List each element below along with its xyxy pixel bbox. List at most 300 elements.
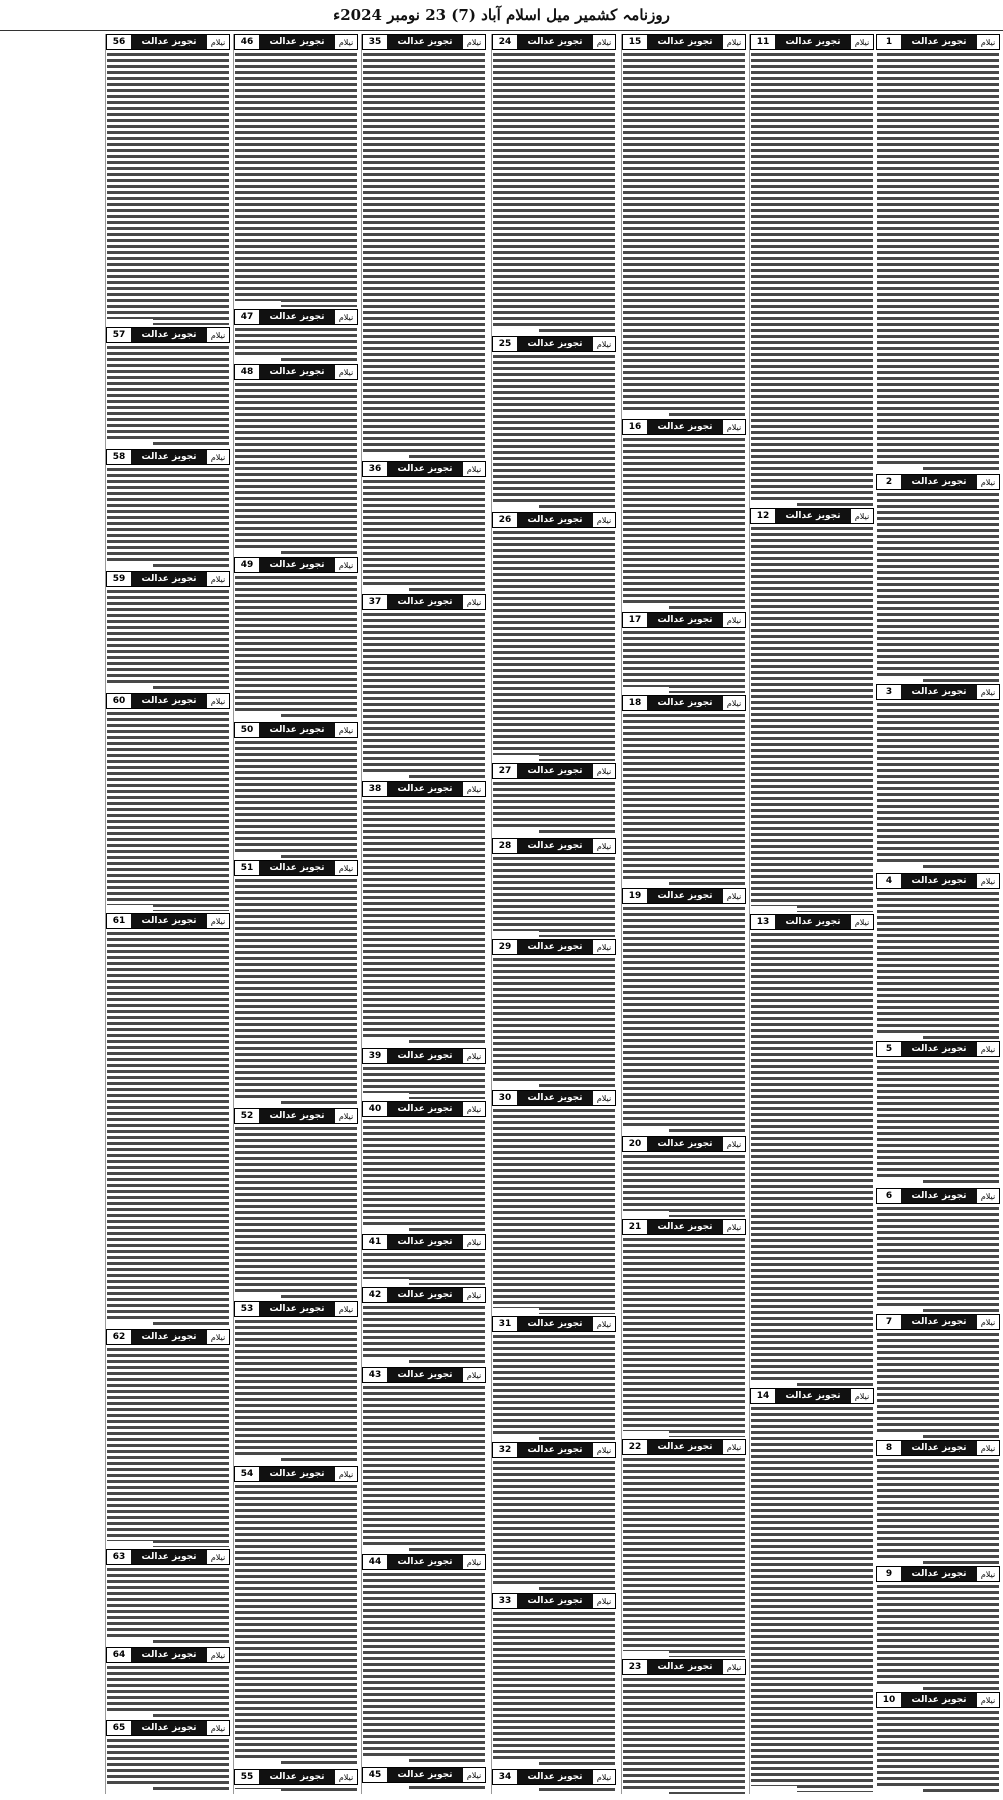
ad-body-text (493, 1610, 615, 1767)
ad-header (622, 419, 746, 435)
ad-label: نیلام (335, 861, 357, 875)
ad-label: نیلام (335, 1467, 357, 1481)
ad-body-text (107, 588, 229, 691)
ad-block-4 (876, 873, 1000, 1039)
ad-block-38 (362, 781, 486, 1046)
ad-number: 35 (363, 35, 387, 49)
ad-block-55 (234, 1769, 358, 1794)
ad-label: نیلام (463, 1368, 485, 1382)
ad-heading: تجویز عدالت (785, 511, 841, 521)
ad-heading: تجویز عدالت (911, 1191, 967, 1201)
ad-number: 33 (493, 1594, 517, 1608)
ad-number: 18 (623, 696, 647, 710)
ad-block-13 (750, 914, 874, 1386)
ad-column-5 (361, 34, 486, 1794)
ad-number: 60 (107, 694, 131, 708)
ad-header (234, 722, 358, 738)
ad-header (492, 1769, 616, 1785)
ad-block-41 (362, 1234, 486, 1285)
ad-block-27 (492, 763, 616, 836)
ad-label: نیلام (207, 1648, 229, 1662)
ad-heading: تجویز عدالت (527, 339, 583, 349)
ad-header (362, 1287, 486, 1303)
ad-label: نیلام (463, 1768, 485, 1782)
ad-header (750, 1388, 874, 1404)
ad-block-15 (622, 34, 746, 417)
ad-block-29 (492, 939, 616, 1088)
ad-number: 48 (235, 365, 259, 379)
ad-number: 65 (107, 1721, 131, 1735)
ad-block-33 (492, 1593, 616, 1767)
ad-heading: تجویز عدالت (657, 422, 713, 432)
ad-body-text (363, 478, 485, 592)
ad-body-text (623, 905, 745, 1134)
ad-block-5 (876, 1041, 1000, 1186)
ad-header (234, 1769, 358, 1785)
ad-body-text (877, 701, 999, 871)
ad-heading: تجویز عدالت (527, 766, 583, 776)
ad-body-text (623, 629, 745, 693)
ad-body-text (877, 1709, 999, 1794)
ad-label: نیلام (723, 420, 745, 434)
ad-body-text (363, 1571, 485, 1765)
ad-block-43 (362, 1367, 486, 1552)
ad-column-3 (621, 34, 746, 1794)
ad-block-28 (492, 838, 616, 937)
ad-heading: تجویز عدالت (397, 1290, 453, 1300)
ad-block-60 (106, 693, 230, 911)
ad-label: نیلام (207, 35, 229, 49)
ad-number: 19 (623, 889, 647, 903)
ad-number: 47 (235, 310, 259, 324)
ad-header (876, 34, 1000, 50)
ad-label: نیلام (977, 1042, 999, 1056)
ad-number: 13 (751, 915, 775, 929)
ad-column-2 (749, 34, 874, 1794)
masthead-text: روزنامہ کشمیر میل اسلام آباد (7) 23 نومبر 2024ء (333, 6, 670, 24)
ad-body-text (107, 930, 229, 1327)
ad-label: نیلام (335, 723, 357, 737)
ad-heading: تجویز عدالت (657, 698, 713, 708)
ad-number: 4 (877, 874, 901, 888)
ad-heading: تجویز عدالت (141, 1650, 197, 1660)
ad-heading: تجویز عدالت (527, 515, 583, 525)
ad-body-text (751, 1405, 873, 1792)
ad-header (492, 336, 616, 352)
ad-heading: تجویز عدالت (657, 1662, 713, 1672)
ad-block-23 (622, 1659, 746, 1794)
ad-number: 25 (493, 337, 517, 351)
ad-heading: تجویز عدالت (397, 1770, 453, 1780)
ad-body-text (363, 798, 485, 1046)
ad-body-text (493, 1333, 615, 1440)
ad-heading: تجویز عدالت (527, 1596, 583, 1606)
ad-label: نیلام (335, 1302, 357, 1316)
ad-body-text (107, 1737, 229, 1791)
ad-heading: تجویز عدالت (911, 876, 967, 886)
ad-body-text (363, 51, 485, 459)
ad-body-text (877, 1583, 999, 1690)
ad-header (106, 913, 230, 929)
ad-label: نیلام (463, 595, 485, 609)
ad-block-14 (750, 1388, 874, 1792)
ad-number: 44 (363, 1555, 387, 1569)
ad-number: 1 (877, 35, 901, 49)
ad-number: 5 (877, 1042, 901, 1056)
ad-label: نیلام (593, 35, 615, 49)
ad-heading: تجویز عدالت (269, 863, 325, 873)
ad-block-52 (234, 1108, 358, 1299)
ad-header (492, 838, 616, 854)
ad-header (234, 1466, 358, 1482)
ad-block-7 (876, 1314, 1000, 1438)
ad-header (234, 34, 358, 50)
ad-block-32 (492, 1442, 616, 1591)
ad-header (750, 34, 874, 50)
ad-body-text (107, 1566, 229, 1645)
ad-header (876, 474, 1000, 490)
ad-number: 30 (493, 1091, 517, 1105)
ad-label: نیلام (977, 35, 999, 49)
ad-label: نیلام (723, 1220, 745, 1234)
ad-header (362, 461, 486, 477)
ad-label: نیلام (463, 782, 485, 796)
ad-label: نیلام (207, 450, 229, 464)
ad-header (622, 1136, 746, 1152)
ad-heading: تجویز عدالت (911, 1044, 967, 1054)
ad-header (234, 557, 358, 573)
ad-block-2 (876, 474, 1000, 682)
ad-header (362, 1101, 486, 1117)
ad-number: 43 (363, 1368, 387, 1382)
ad-heading: تجویز عدالت (657, 891, 713, 901)
ad-label: نیلام (723, 1660, 745, 1674)
ad-label: نیلام (207, 1550, 229, 1564)
ad-body-text (493, 1786, 615, 1792)
ad-body-text (235, 381, 357, 555)
ad-heading: تجویز عدالت (397, 1051, 453, 1061)
ad-header (876, 1566, 1000, 1582)
ad-header (492, 1316, 616, 1332)
ad-number: 10 (877, 1693, 901, 1707)
ad-block-54 (234, 1466, 358, 1767)
ad-block-47 (234, 309, 358, 362)
ad-header (106, 1329, 230, 1345)
ad-body-text (751, 525, 873, 912)
ad-label: نیلام (593, 764, 615, 778)
ad-block-30 (492, 1090, 616, 1314)
ad-body-text (623, 51, 745, 417)
ad-label: نیلام (723, 1440, 745, 1454)
ad-number: 38 (363, 782, 387, 796)
ad-body-text (493, 780, 615, 836)
ad-number: 6 (877, 1189, 901, 1203)
ad-block-57 (106, 327, 230, 447)
ad-header (622, 888, 746, 904)
ad-header (106, 34, 230, 50)
ad-body-text (623, 436, 745, 610)
ad-heading: تجویز عدالت (269, 1772, 325, 1782)
ad-heading: تجویز عدالت (269, 312, 325, 322)
ad-body-text (493, 956, 615, 1088)
ad-body-text (623, 712, 745, 886)
ad-number: 46 (235, 35, 259, 49)
ad-heading: تجویز عدالت (397, 784, 453, 794)
ad-label: نیلام (593, 337, 615, 351)
ad-body-text (493, 855, 615, 937)
ad-number: 59 (107, 572, 131, 586)
ad-label: نیلام (463, 1049, 485, 1063)
ad-heading: تجویز عدالت (657, 1222, 713, 1232)
ad-body-text (363, 1304, 485, 1365)
ad-number: 57 (107, 328, 131, 342)
ad-block-6 (876, 1188, 1000, 1312)
ad-header (234, 364, 358, 380)
ad-header (106, 693, 230, 709)
ad-heading: تجویز عدالت (911, 1695, 967, 1705)
ad-block-16 (622, 419, 746, 610)
ad-label: نیلام (723, 1137, 745, 1151)
ad-body-text (235, 1125, 357, 1299)
ad-block-42 (362, 1287, 486, 1365)
ad-block-37 (362, 594, 486, 779)
ad-body-text (235, 1786, 357, 1794)
ad-heading: تجویز عدالت (657, 1442, 713, 1452)
ad-label: نیلام (593, 513, 615, 527)
ad-block-64 (106, 1647, 230, 1718)
ad-label: نیلام (977, 1315, 999, 1329)
ad-heading: تجویز عدالت (397, 1237, 453, 1247)
ad-body-text (623, 1236, 745, 1437)
ad-column-6 (233, 34, 358, 1794)
ad-header (362, 34, 486, 50)
ad-block-35 (362, 34, 486, 459)
ad-heading: تجویز عدالت (785, 1391, 841, 1401)
ad-header (492, 1442, 616, 1458)
ad-body-text (107, 1664, 229, 1718)
ad-block-8 (876, 1440, 1000, 1564)
ad-block-22 (622, 1439, 746, 1657)
ad-header (362, 1767, 486, 1783)
ad-heading: تجویز عدالت (527, 942, 583, 952)
ad-header (622, 612, 746, 628)
ad-number: 37 (363, 595, 387, 609)
ad-number: 11 (751, 35, 775, 49)
ad-label: نیلام (851, 1389, 873, 1403)
ad-block-51 (234, 860, 358, 1106)
ad-heading: تجویز عدالت (527, 37, 583, 47)
ad-body-text (623, 1456, 745, 1657)
ad-number: 61 (107, 914, 131, 928)
ad-body-text (493, 529, 615, 761)
ad-header (492, 1090, 616, 1106)
ad-header (106, 327, 230, 343)
ad-header (234, 1108, 358, 1124)
ad-heading: تجویز عدالت (141, 1332, 197, 1342)
ad-heading: تجویز عدالت (911, 687, 967, 697)
ad-block-49 (234, 557, 358, 720)
ad-column-7 (105, 34, 230, 1794)
ad-block-34 (492, 1769, 616, 1792)
ad-number: 51 (235, 861, 259, 875)
ad-body-text (235, 877, 357, 1106)
ad-number: 54 (235, 1467, 259, 1481)
ad-body-text (623, 1153, 745, 1217)
ad-header (362, 594, 486, 610)
ad-block-39 (362, 1048, 486, 1099)
ad-body-text (235, 574, 357, 720)
ad-header (622, 34, 746, 50)
ad-header (876, 1188, 1000, 1204)
ad-block-46 (234, 34, 358, 307)
ad-header (362, 1367, 486, 1383)
ad-body-text (877, 1331, 999, 1438)
ad-number: 20 (623, 1137, 647, 1151)
ad-number: 21 (623, 1220, 647, 1234)
ad-heading: تجویز عدالت (141, 37, 197, 47)
ad-header (622, 1219, 746, 1235)
ad-block-10 (876, 1692, 1000, 1794)
ad-block-53 (234, 1301, 358, 1464)
ad-header (750, 508, 874, 524)
ad-heading: تجویز عدالت (527, 1093, 583, 1103)
ad-body-text (235, 1318, 357, 1464)
ad-number: 45 (363, 1768, 387, 1782)
ad-number: 24 (493, 35, 517, 49)
ad-label: نیلام (593, 1317, 615, 1331)
ad-label: نیلام (335, 310, 357, 324)
ad-number: 28 (493, 839, 517, 853)
ad-number: 14 (751, 1389, 775, 1403)
ad-block-45 (362, 1767, 486, 1792)
ad-label: نیلام (977, 1441, 999, 1455)
ad-number: 22 (623, 1440, 647, 1454)
ad-body-text (493, 51, 615, 334)
ad-header (106, 1549, 230, 1565)
ad-column-4 (491, 34, 616, 1794)
ad-block-25 (492, 336, 616, 510)
ad-body-text (363, 1251, 485, 1285)
ad-label: نیلام (723, 889, 745, 903)
ad-block-40 (362, 1101, 486, 1232)
ad-label: نیلام (463, 1555, 485, 1569)
ad-body-text (107, 466, 229, 569)
ad-heading: تجویز عدالت (911, 1569, 967, 1579)
ad-label: نیلام (335, 1109, 357, 1123)
ad-number: 23 (623, 1660, 647, 1674)
ad-heading: تجویز عدالت (141, 916, 197, 926)
ad-body-text (363, 611, 485, 779)
ad-label: نیلام (593, 1594, 615, 1608)
ad-label: نیلام (207, 328, 229, 342)
ad-block-26 (492, 512, 616, 761)
ad-body-text (363, 1384, 485, 1552)
ad-header (876, 684, 1000, 700)
ad-number: 31 (493, 1317, 517, 1331)
ad-body-text (107, 344, 229, 447)
ad-label: نیلام (977, 475, 999, 489)
ad-header (234, 860, 358, 876)
ad-body-text (623, 1676, 745, 1794)
ad-header (492, 34, 616, 50)
ad-body-text (235, 1483, 357, 1767)
ad-heading: تجویز عدالت (657, 615, 713, 625)
ad-label: نیلام (463, 462, 485, 476)
ad-heading: تجویز عدالت (397, 597, 453, 607)
ad-header (750, 914, 874, 930)
ad-heading: تجویز عدالت (657, 37, 713, 47)
ad-number: 40 (363, 1102, 387, 1116)
ad-number: 55 (235, 1770, 259, 1784)
ad-block-19 (622, 888, 746, 1134)
ad-heading: تجویز عدالت (397, 1104, 453, 1114)
ad-label: نیلام (593, 839, 615, 853)
ad-label: نیلام (851, 509, 873, 523)
ad-header (876, 1314, 1000, 1330)
ad-label: نیلام (977, 1693, 999, 1707)
ad-heading: تجویز عدالت (269, 367, 325, 377)
ad-body-text (107, 1346, 229, 1547)
ad-body-text (235, 326, 357, 362)
ad-block-18 (622, 695, 746, 886)
ad-heading: تجویز عدالت (527, 841, 583, 851)
ad-label: نیلام (851, 35, 873, 49)
ad-label: نیلام (977, 874, 999, 888)
ad-body-text (877, 1205, 999, 1312)
ad-block-65 (106, 1720, 230, 1791)
ad-heading: تجویز عدالت (397, 1557, 453, 1567)
ad-header (234, 309, 358, 325)
ad-label: نیلام (335, 365, 357, 379)
ad-header (876, 1440, 1000, 1456)
ad-number: 15 (623, 35, 647, 49)
ad-heading: تجویز عدالت (911, 37, 967, 47)
ad-block-36 (362, 461, 486, 592)
ad-body-text (107, 51, 229, 325)
ad-heading: تجویز عدالت (269, 1469, 325, 1479)
ad-body-text (107, 710, 229, 911)
ad-body-text (363, 1065, 485, 1099)
ad-label: نیلام (977, 1189, 999, 1203)
ad-label: نیلام (977, 1567, 999, 1581)
ad-number: 42 (363, 1288, 387, 1302)
ad-block-56 (106, 34, 230, 325)
ad-number: 12 (751, 509, 775, 523)
ad-heading: تجویز عدالت (911, 1443, 967, 1453)
ad-body-text (877, 51, 999, 472)
ad-heading: تجویز عدالت (527, 1319, 583, 1329)
ad-label: نیلام (335, 35, 357, 49)
ad-block-17 (622, 612, 746, 693)
ad-number: 41 (363, 1235, 387, 1249)
ad-body-text (493, 1107, 615, 1314)
ad-label: نیلام (593, 940, 615, 954)
ad-column-1 (876, 34, 1000, 1794)
ad-heading: تجویز عدالت (141, 1552, 197, 1562)
ad-number: 17 (623, 613, 647, 627)
ad-body-text (877, 1058, 999, 1186)
ad-heading: تجویز عدالت (397, 1370, 453, 1380)
ad-label: نیلام (463, 1235, 485, 1249)
ad-block-21 (622, 1219, 746, 1437)
ad-label: نیلام (207, 694, 229, 708)
ad-header (622, 1659, 746, 1675)
ad-heading: تجویز عدالت (269, 37, 325, 47)
ad-heading: تجویز عدالت (269, 725, 325, 735)
ad-header (106, 449, 230, 465)
ad-header (876, 1041, 1000, 1057)
ad-header (622, 1439, 746, 1455)
